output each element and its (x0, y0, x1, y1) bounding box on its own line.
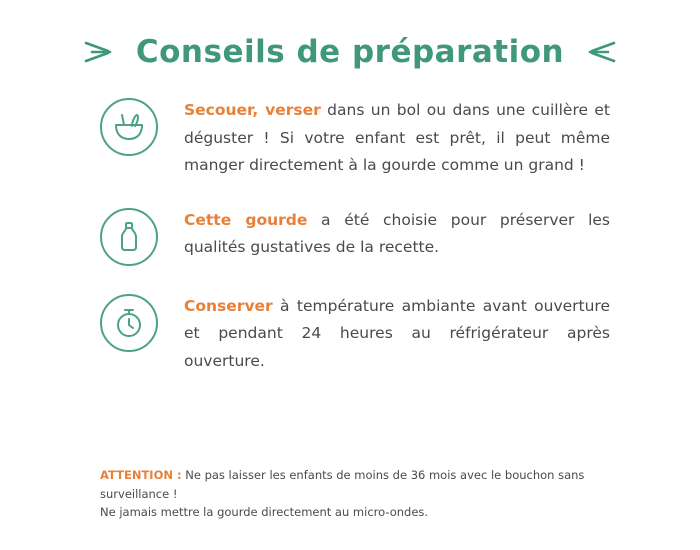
advice-list (0, 96, 700, 375)
arrow-left-lines-icon (582, 39, 616, 65)
advice-body: à température ambiante avant ouverture et pendant 24 heures au réfrigérateur après ouverture. (184, 296, 610, 370)
advice-highlight: Secouer, verser (184, 101, 321, 119)
attention-line-2: Ne jamais mettre la gourde directement au micro-ondes. (100, 505, 429, 520)
page-title: Conseils de préparation (135, 34, 565, 70)
advice-body: dans un bol ou dans une cuillère et déguster ! Si votre enfant est prêt, il peut même manger directement à la gourde comme un grand ! (184, 101, 611, 175)
advice-text (184, 292, 610, 376)
advice-text (184, 96, 610, 180)
advice-highlight: Conserver (184, 296, 273, 315)
attention-label: ATTENTION : (100, 468, 182, 483)
pouch-bottle-icon (100, 208, 158, 266)
attention-note (100, 466, 640, 522)
page-title-row (0, 0, 700, 70)
arrow-right-lines-icon (84, 39, 118, 65)
advice-body: a été choisie pour préserver les qualités gustatives de la recette. (184, 210, 610, 257)
bowl-spoon-icon (100, 98, 158, 156)
attention-line-1: Ne pas laisser les enfants de moins de 36 mois avec le bouchon sans surveillance ! (100, 468, 585, 501)
list-item (0, 206, 700, 266)
list-item (0, 292, 700, 376)
list-item (0, 96, 700, 180)
advice-highlight: Cette gourde (184, 210, 308, 229)
advice-text (184, 206, 610, 262)
stopwatch-icon (100, 294, 158, 352)
